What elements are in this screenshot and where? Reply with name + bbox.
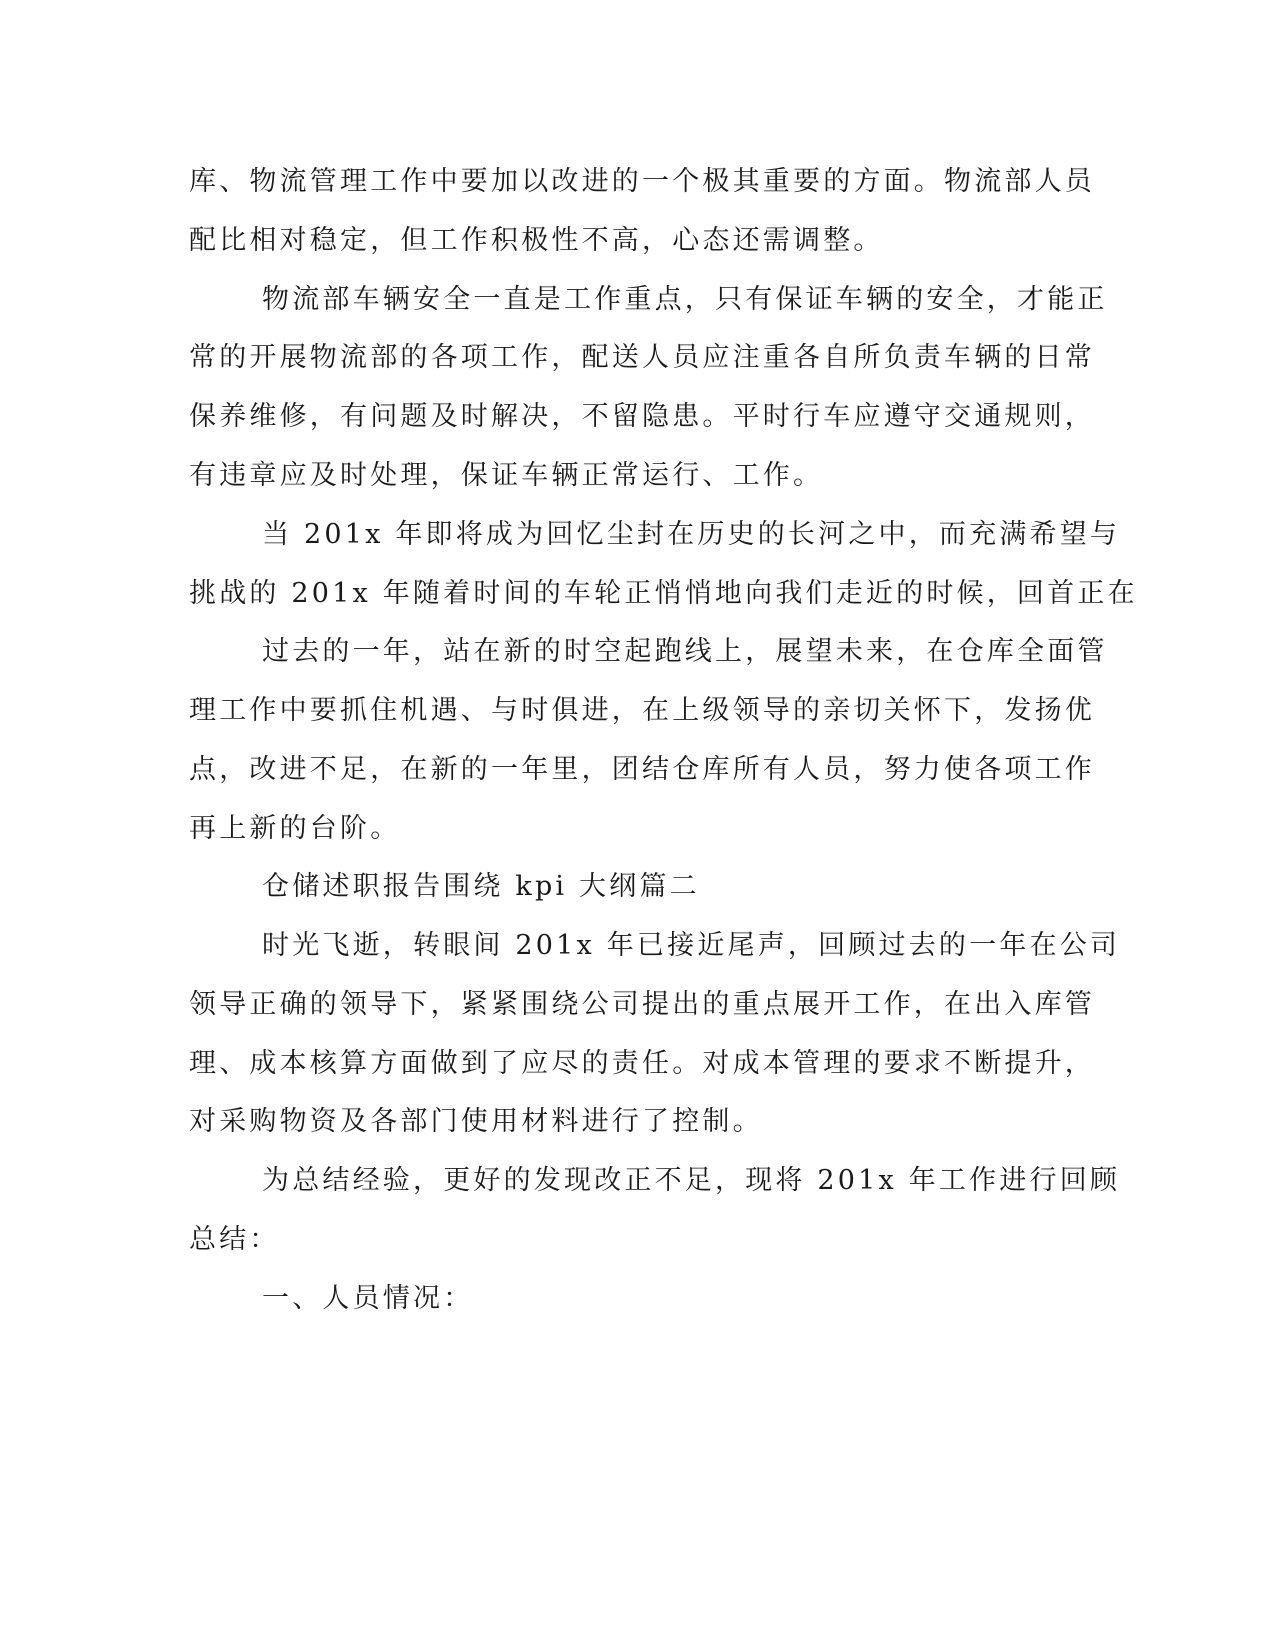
paragraph-start: 过去的一年，站在新的时空起跑线上，展望未来，在仓库全面管 bbox=[262, 636, 1108, 667]
text-line: 领导正确的领导下，紧紧围绕公司提出的重点展开工作，在出入库管 bbox=[189, 989, 1095, 1020]
text-line: 总结： bbox=[189, 1224, 280, 1255]
paragraph-start: 当 201x 年即将成为回忆尘封在历史的长河之中，而充满希望与 bbox=[262, 519, 1121, 550]
text-line: 常的开展物流部的各项工作，配送人员应注重各自所负责车辆的日常 bbox=[189, 342, 1095, 373]
text-line: 对采购物资及各部门使用材料进行了控制。 bbox=[189, 1106, 763, 1137]
paragraph-start: 为总结经验，更好的发现改正不足，现将 201x 年工作进行回顾 bbox=[262, 1165, 1121, 1196]
text-line: 理工作中要抓住机遇、与时俱进，在上级领导的亲切关怀下，发扬优 bbox=[189, 695, 1095, 726]
text-line: 库、物流管理工作中要加以改进的一个极其重要的方面。物流部人员 bbox=[189, 166, 1095, 197]
text-line: 再上新的台阶。 bbox=[189, 813, 401, 844]
text-line: 有违章应及时处理，保证车辆正常运行、工作。 bbox=[189, 460, 824, 491]
text-line: 挑战的 201x 年随着时间的车轮正悄悄地向我们走近的时候，回首正在 bbox=[189, 578, 1138, 609]
paragraph-start: 时光飞逝，转眼间 201x 年已接近尾声，回顾过去的一年在公司 bbox=[262, 930, 1121, 961]
text-line: 点，改进不足，在新的一年里，团结仓库所有人员，努力使各项工作 bbox=[189, 754, 1095, 785]
text-line: 保养维修，有问题及时解决，不留隐患。平时行车应遵守交通规则， bbox=[189, 401, 1095, 432]
subsection-heading: 一、人员情况： bbox=[262, 1283, 474, 1314]
text-line: 理、成本核算方面做到了应尽的责任。对成本管理的要求不断提升， bbox=[189, 1048, 1095, 1079]
section-heading: 仓储述职报告围绕 kpi 大纲篇二 bbox=[262, 871, 700, 902]
paragraph-start: 物流部车辆安全一直是工作重点，只有保证车辆的安全，才能正 bbox=[262, 284, 1108, 315]
text-line: 配比相对稳定，但工作积极性不高，心态还需调整。 bbox=[189, 225, 884, 256]
